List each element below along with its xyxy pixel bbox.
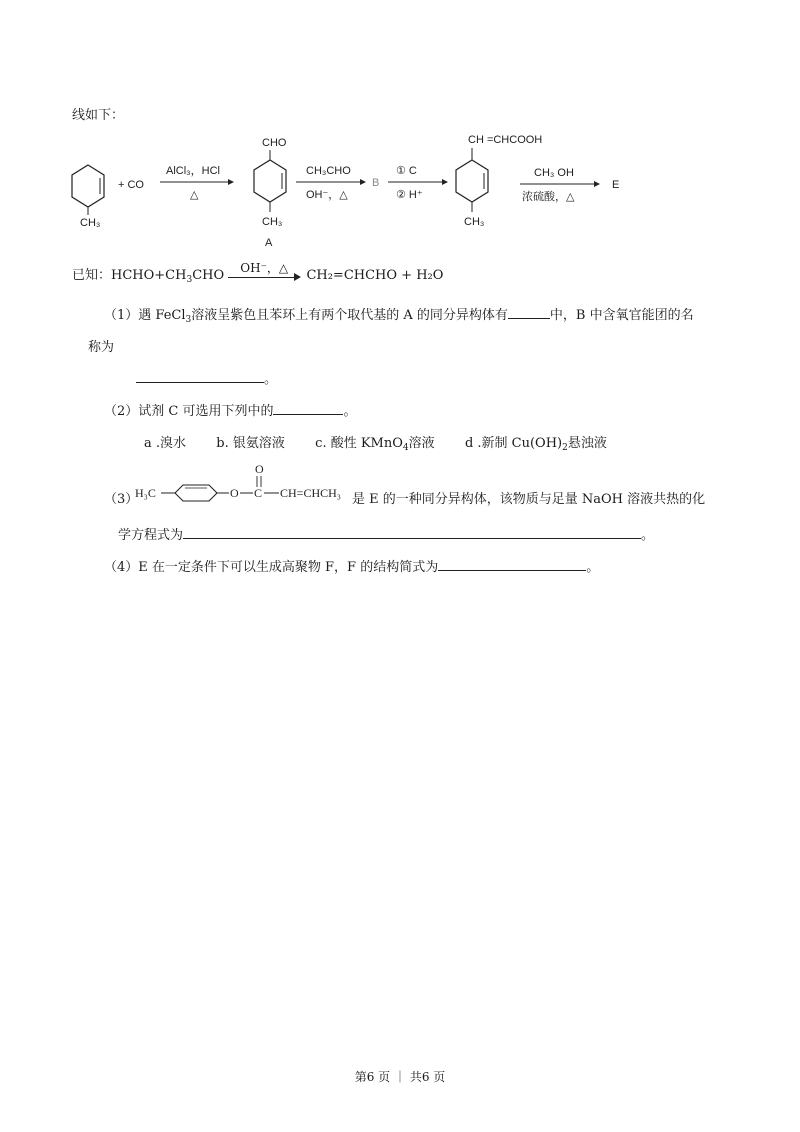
q2-option-c: c. 酸性 KMnO$_4$溶液 [315, 436, 435, 453]
q1-end: 。 [264, 372, 278, 387]
arrow-1 [160, 165, 234, 201]
reaction-scheme [60, 130, 680, 260]
q4-blank[interactable] [438, 558, 586, 571]
co-reagent: + CO [118, 179, 144, 191]
q1-line-2: 称为 [88, 340, 115, 355]
compound-a-structure [254, 137, 287, 249]
q3-ester-structure [105, 462, 350, 504]
question-2 [104, 400, 357, 419]
q2-options [144, 432, 607, 453]
a-cho: CHO [262, 137, 287, 149]
q3-blank-equation[interactable] [183, 526, 641, 539]
q1-part-a: （1）遇 FeCl [104, 308, 186, 323]
q3-h3c: H₃C [135, 486, 156, 500]
q2-option-d: d .新制 $Cu(OH)_2$悬浊液 [464, 436, 607, 453]
q4-end: 。 [586, 560, 600, 575]
q1-blank-functional-group[interactable] [136, 370, 264, 383]
arrow-3-bottom: ② H⁺ [396, 189, 423, 201]
q4-text: （4）E 在一定条件下可以生成高聚物 F，F 的结构简式为 [104, 560, 439, 575]
known-product: CH₂=CHCHO + H₂O [306, 268, 444, 283]
intro-text: 线如下： [72, 108, 125, 123]
q3-line-2 [118, 524, 654, 543]
q2-blank[interactable] [273, 402, 343, 415]
q3-carbonyl-c: C [254, 486, 263, 500]
compound-a-label: A [265, 237, 273, 249]
question-4 [104, 556, 599, 575]
q2-end: 。 [343, 404, 357, 419]
known-reaction: 已知：$HCHO+CH_3CHO$ OH⁻，△ CH₂=CHCHO + H₂O [72, 261, 444, 285]
arrow-3 [388, 165, 448, 201]
known-arrow-condition: OH⁻，△ [240, 261, 289, 275]
arrow-2-bottom: OH⁻，△ [306, 189, 348, 201]
q3-carbonyl-o: O [255, 462, 264, 476]
q3-text: 是 E 的一种同分异构体，该物质与足量 NaOH 溶液共热的化 [352, 492, 706, 507]
a-ch3: CH₃ [262, 216, 283, 228]
p-side-chain: CH =CHCOOH [468, 134, 543, 146]
q3-end: 。 [641, 528, 655, 543]
arrow-2 [296, 165, 366, 201]
compound-e-label: E [612, 179, 620, 191]
arrow-4 [520, 167, 600, 203]
q3-tail: CH=CHCH₃ [280, 486, 341, 500]
toluene-structure [72, 165, 104, 229]
arrow-2-top: CH₃CHO [306, 165, 351, 177]
q3-line-2-text: 学方程式为 [118, 528, 184, 543]
q1-line-3 [136, 368, 277, 387]
p-ch3: CH₃ [464, 216, 485, 228]
q1-part-b: 溶液呈紫色且苯环上有两个取代基的 A 的同分异构体有 [191, 308, 508, 323]
q1-part-c: 中，B 中含氧官能团的名 [549, 308, 694, 323]
q1-blank-count[interactable] [508, 306, 550, 319]
compound-b-label: B [372, 177, 380, 189]
q3-ester-o: O [230, 486, 239, 500]
arrow-1-top: AlCl₃，HCl [166, 165, 220, 177]
q2-text: （2）试剂 C 可选用下列中的 [104, 404, 274, 419]
arrow-3-top: ① C [396, 165, 417, 177]
question-1-line-1: （1）遇 FeCl$_3$溶液呈紫色且苯环上有两个取代基的 A 的同分异构体有 中，B 中含氧官能团的名 [104, 308, 694, 325]
q2-option-b: b. 银氨溶液 [216, 436, 285, 451]
cinnamic-acid-structure [456, 134, 542, 228]
known-arrow [228, 261, 302, 279]
known-prefix: 已知：HCHO+CH [72, 268, 187, 283]
arrow-1-bottom: △ [190, 189, 199, 201]
q3-number: （3） [104, 492, 139, 507]
known-mid: CHO [192, 268, 225, 283]
arrow-4-top: CH₃ OH [534, 167, 574, 179]
q2-option-a: a .溴水 [144, 436, 187, 451]
page-footer: 第6 页 ｜ 共6 页 [354, 1070, 446, 1084]
arrow-4-bottom: 浓硫酸，△ [522, 191, 575, 203]
toluene-ch3: CH₃ [80, 217, 101, 229]
